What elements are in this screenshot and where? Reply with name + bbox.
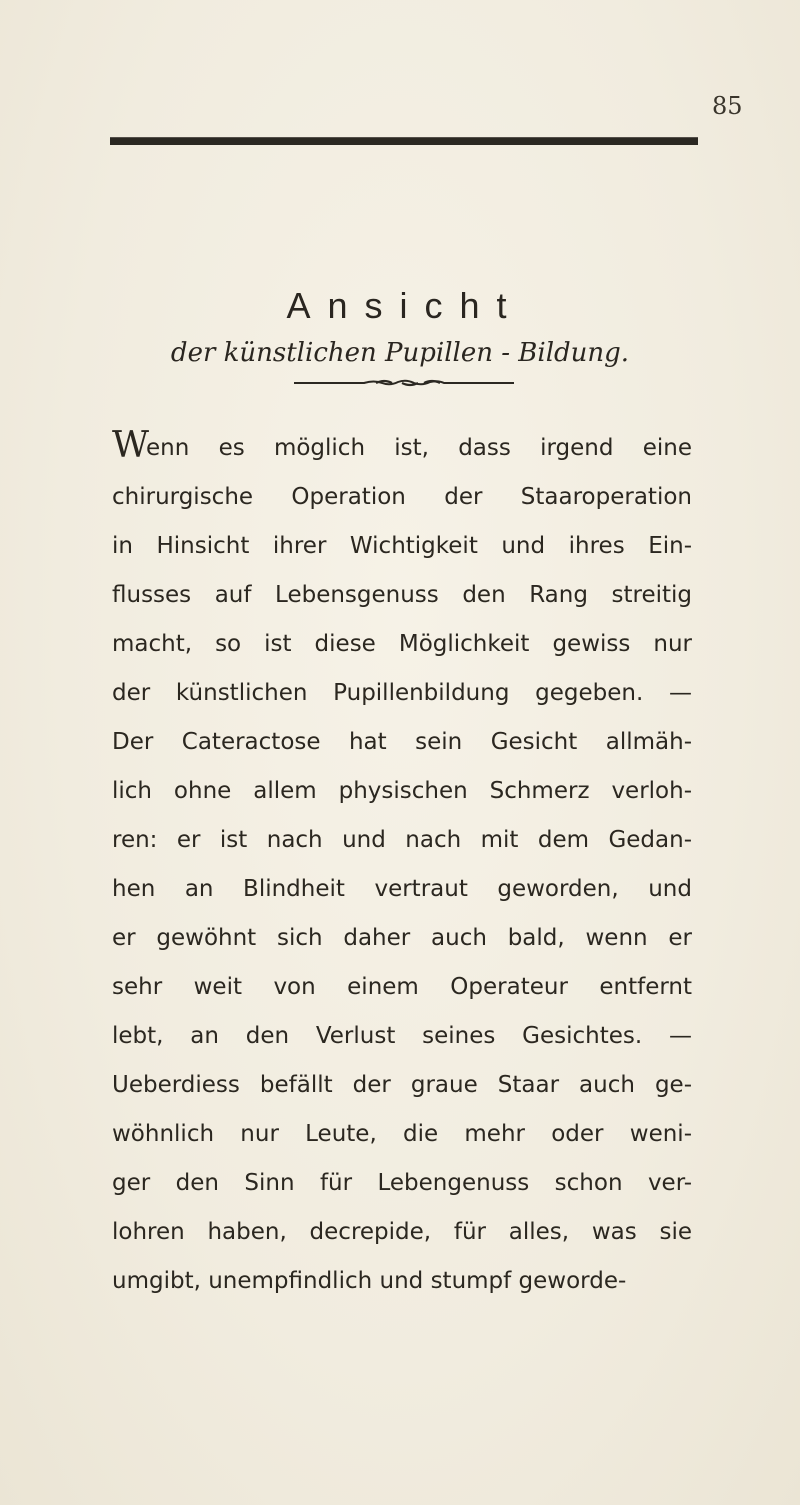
page-number: 85 (712, 92, 743, 120)
text-line-content: enn es möglich ist, dass irgend eine (146, 435, 692, 461)
text-line: lohren haben, decrepide, für alles, was sie (112, 1219, 692, 1245)
header-rule (110, 137, 698, 145)
text-line: Der Cateractose hat sein Gesicht allmäh- (112, 729, 692, 755)
text-line: lich ohne allem physischen Schmerz verloh- (112, 778, 692, 804)
text-line: der künstlichen Pupillenbildung gegeben. — (112, 680, 692, 706)
text-line: in Hinsicht ihrer Wichtigkeit und ihres Ein- (112, 533, 692, 559)
text-line: lebt, an den Verlust seines Gesichtes. — (112, 1023, 692, 1049)
text-line (112, 424, 692, 473)
text-line: chirurgische Operation der Staaroperation (112, 484, 692, 510)
body-paragraph (112, 424, 692, 1306)
text-line: macht, so ist diese Möglichkeit gewiss nur (112, 631, 692, 657)
text-line: ger den Sinn für Lebengenuss schon ver- (112, 1170, 692, 1196)
chapter-title: Ansicht (286, 285, 524, 326)
text-line: wöhnlich nur Leute, die mehr oder weni- (112, 1121, 692, 1147)
initial-letter: W (112, 425, 150, 466)
text-line: er gewöhnt sich daher auch bald, wenn er (112, 925, 692, 951)
text-line: sehr weit von einem Operateur entfernt (112, 974, 692, 1000)
text-line: Ueberdiess befällt der graue Staar auch ge- (112, 1072, 692, 1098)
chapter-subtitle: der künstlichen Pupillen - Bildung. (170, 338, 630, 368)
text-line: umgibt, unempfindlich und stumpf geworde- (112, 1268, 627, 1294)
text-line: ren: er ist nach und nach mit dem Gedan- (112, 827, 692, 853)
ornament-divider (294, 379, 514, 387)
text-line: flusses auf Lebensgenuss den Rang streitig (112, 582, 692, 608)
text-line: hen an Blindheit vertraut geworden, und (112, 876, 692, 902)
